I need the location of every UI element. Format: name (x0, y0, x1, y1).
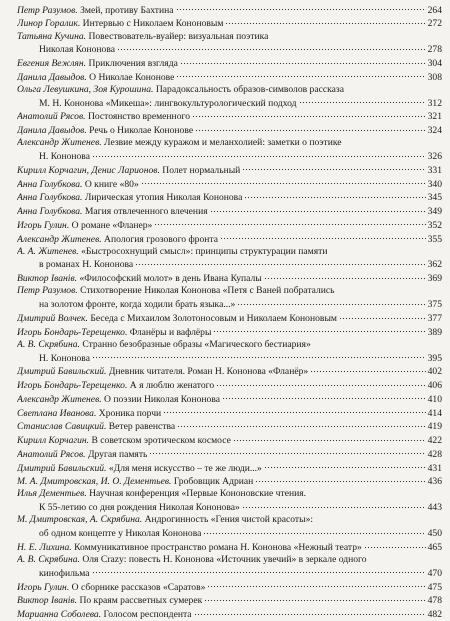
toc-leader-dots (299, 96, 426, 106)
toc-page-number: 345 (427, 192, 442, 204)
toc-author: Игорь Бондарь-Терещенко. (17, 380, 128, 392)
toc-entry-continuation-line (17, 298, 442, 312)
toc-title: «Философский молот» в день Ивана Купалы (79, 273, 262, 285)
toc-title: Стихотворение Николая Кононова «Петя с Ваней побратались (80, 285, 335, 297)
toc-title: Дневник читателя. Роман Н. Кононова «Фланёр» (108, 366, 309, 378)
toc-entry[interactable] (17, 311, 442, 325)
toc-entry-continuation-line (17, 566, 442, 580)
toc-entry-first-line (17, 137, 442, 149)
toc-leader-dots (207, 580, 425, 590)
toc-entry-continuation-line (17, 43, 442, 57)
toc-entry-text (17, 18, 223, 30)
toc-page-number: 428 (427, 448, 442, 460)
toc-title: Оля Crazy: повесть Н. Кононова «Источник увечий» в зеркале одного (82, 554, 367, 565)
toc-entry-text (17, 234, 218, 246)
toc-title: А я люблю женатого (129, 380, 215, 392)
toc-page-number: 478 (427, 595, 442, 607)
toc-entry[interactable] (17, 475, 442, 489)
toc-entry[interactable] (17, 325, 442, 339)
toc-page-number: 482 (427, 609, 442, 620)
toc-entry-first-line (17, 365, 442, 379)
toc-page-number: 352 (427, 219, 442, 231)
toc-title: Полет нормальный (162, 164, 241, 176)
toc-title: Интервью с Николаем Кононовым (82, 18, 224, 30)
toc-page-number: 436 (427, 476, 442, 488)
toc-author: Данила Давыдов. (17, 125, 87, 137)
toc-entry-text (17, 514, 313, 526)
toc-page-number: 443 (427, 502, 442, 514)
toc-entry[interactable] (17, 272, 442, 286)
toc-entry-text (17, 125, 193, 137)
toc-leader-dots (204, 594, 425, 604)
toc-entry-first-line (17, 311, 442, 325)
toc-entry[interactable] (17, 554, 442, 580)
toc-author: Станислав Савицкий. (17, 421, 107, 433)
toc-leader-dots (210, 204, 426, 214)
toc-title: О книге «80» (84, 178, 139, 190)
toc-entry-first-line (17, 580, 442, 594)
toc-leader-dots (92, 566, 426, 576)
table-of-contents (17, 3, 442, 621)
toc-entry-text (17, 476, 253, 488)
toc-entry[interactable] (17, 218, 442, 232)
toc-entry[interactable] (17, 31, 442, 57)
toc-title: Постоянство временного (87, 111, 190, 123)
toc-entry[interactable] (17, 378, 442, 392)
toc-entry-first-line (17, 325, 442, 339)
toc-entry-first-line (17, 406, 442, 420)
toc-page-number: 304 (427, 58, 442, 69)
toc-author: Александр Житенев. (17, 393, 102, 405)
toc-entry-text (17, 246, 327, 258)
toc-leader-dots (192, 110, 426, 120)
toc-entry-first-line (17, 191, 442, 205)
toc-entry[interactable] (17, 110, 442, 124)
toc-leader-dots (220, 232, 426, 242)
toc-page-number: 355 (427, 233, 442, 245)
toc-page-number: 369 (427, 273, 442, 285)
toc-page-number: 331 (427, 164, 442, 176)
toc-entry-continuation-line (17, 527, 442, 541)
toc-entry-text (17, 554, 367, 566)
toc-leader-dots (339, 311, 426, 321)
toc-leader-dots (242, 501, 426, 511)
toc-title-continuation: на золотом фронте, когда ходили брать языка...» (39, 299, 236, 311)
toc-entry[interactable] (17, 56, 442, 70)
toc-leader-dots (92, 351, 426, 361)
toc-entry-first-line (17, 433, 442, 447)
toc-entry-first-line (17, 488, 442, 500)
toc-author: Виктор Іванів. (17, 273, 78, 285)
toc-entry[interactable] (17, 70, 442, 84)
toc-entry-text (17, 394, 220, 406)
toc-title: Магия отвлеченного влечения (84, 206, 208, 218)
toc-entry-text (17, 220, 152, 232)
toc-entry-text (17, 5, 174, 17)
toc-page-number: 389 (427, 326, 442, 338)
toc-entry[interactable] (17, 124, 442, 138)
toc-entry[interactable] (17, 406, 442, 420)
toc-leader-dots (176, 3, 426, 13)
toc-entry[interactable] (17, 204, 442, 218)
toc-author: Анна Голубкова. (17, 192, 83, 204)
toc-leader-dots (177, 420, 426, 430)
toc-title-continuation: Николая Кононова (39, 44, 116, 56)
toc-leader-dots (216, 378, 425, 388)
toc-entry-text (17, 339, 311, 351)
toc-title: Хроника порчи (98, 407, 162, 419)
toc-page-number: 264 (427, 4, 442, 16)
toc-page-number: 431 (427, 462, 442, 474)
toc-entry-first-line (17, 447, 442, 461)
toc-page-number: 321 (427, 111, 442, 123)
toc-entry-first-line (17, 514, 442, 526)
toc-title: Лезвие между куражом и меланхолией: заметки о поэтике (104, 137, 342, 149)
toc-author: Игорь Гулин. (17, 219, 70, 231)
toc-entry-text (17, 595, 202, 607)
toc-author: Данила Давыдов. (17, 71, 87, 83)
toc-author: Анатолий Рясов. (17, 448, 86, 460)
toc-author: Петр Разумов. (17, 4, 78, 16)
toc-author: Виктор Іванів. (17, 595, 78, 607)
toc-entry-text (17, 165, 240, 177)
toc-entry[interactable] (17, 163, 442, 177)
toc-title: Голосом респондента (103, 609, 192, 620)
toc-entry[interactable] (17, 339, 442, 365)
toc-title: Апология грозового фронта (104, 233, 218, 245)
toc-entry-first-line (17, 475, 442, 489)
toc-entry-text (17, 192, 242, 204)
toc-entry[interactable] (17, 232, 442, 246)
toc-page-number: 349 (427, 206, 442, 218)
toc-title: «Быстросохнущий смысл»: принципы структурации памяти (81, 245, 328, 257)
toc-entry-continuation-line (17, 351, 442, 365)
toc-author: Илья Дементьев. (17, 488, 87, 500)
toc-entry[interactable] (17, 461, 442, 475)
toc-entry-first-line (17, 540, 442, 554)
toc-entry-text (17, 285, 335, 297)
toc-entry-text (17, 609, 192, 621)
toc-entry-text (17, 137, 342, 149)
toc-entry-first-line (17, 420, 442, 434)
toc-entry-text (17, 408, 161, 420)
toc-title-continuation: М. Н. Кононова «Микеша»: лингвокультурологический подход (39, 97, 297, 109)
toc-entry-text (17, 31, 268, 43)
toc-leader-dots (233, 433, 426, 443)
toc-entry[interactable] (17, 177, 442, 191)
toc-entry-text (17, 327, 211, 339)
toc-entry-text (17, 206, 208, 218)
toc-page-number: 470 (427, 567, 442, 579)
toc-entry[interactable] (17, 285, 442, 311)
toc-leader-dots (195, 124, 426, 134)
toc-page-number: 362 (427, 259, 442, 271)
toc-author: М. Дмитровская, А. Скрябина. (17, 514, 143, 526)
toc-page-number: 272 (427, 18, 442, 30)
toc-leader-dots (222, 392, 426, 402)
toc-entry-first-line (17, 554, 442, 566)
toc-title: Речь о Николае Кононове (89, 125, 194, 137)
toc-author: Дмитрий Бавильский. (17, 462, 107, 474)
toc-author: М. А. Дмитровская, И. О. Дементьев. (17, 476, 172, 488)
toc-title: О романе «Фланер» (71, 219, 153, 231)
toc-author: Анатолий Рясов. (17, 111, 86, 123)
toc-author: Кирилл Корчагин, Денис Ларионов. (17, 164, 160, 176)
toc-title: Фланёры и вафлёры (129, 326, 212, 338)
toc-entry-continuation-line (17, 258, 442, 272)
toc-page-number: 324 (427, 125, 442, 137)
toc-title: Лирическая утопия Николая Кононова (84, 192, 243, 204)
toc-leader-dots (176, 70, 425, 80)
toc-entry-first-line (17, 378, 442, 392)
toc-entry-first-line (17, 246, 442, 258)
toc-leader-dots (163, 406, 425, 416)
toc-leader-dots (141, 177, 426, 187)
toc-entry-text (17, 449, 147, 461)
toc-author: Игорь Гулин. (17, 581, 70, 593)
toc-title: Гробовщик Адриан (173, 476, 254, 488)
toc-leader-dots (180, 56, 426, 66)
toc-entry-text (17, 380, 214, 392)
toc-title: Другая память (87, 448, 148, 460)
toc-entry[interactable] (17, 84, 442, 110)
toc-page-number: 465 (427, 541, 442, 553)
toc-entry-first-line (17, 594, 442, 608)
toc-leader-dots (225, 17, 425, 27)
toc-author: Анна Голубкова. (17, 178, 83, 190)
toc-entry[interactable] (17, 191, 442, 205)
toc-entry-first-line (17, 392, 442, 406)
toc-entry-text (17, 273, 262, 285)
toc-title: В советском эротическом космосе (91, 435, 231, 447)
toc-page-number: 406 (427, 380, 442, 392)
toc-entry[interactable] (17, 137, 442, 163)
toc-entry-text (17, 488, 306, 500)
toc-title: Странно безобразные образы «Магического бестиария» (82, 338, 311, 350)
toc-leader-dots (255, 475, 425, 485)
toc-title-continuation: К 55-летию со дня рождения Николая Кононова» (39, 502, 240, 514)
toc-leader-dots (264, 272, 426, 282)
toc-author: Ольга Левушкина, Зоя Курошина. (17, 83, 154, 95)
toc-author: Светлана Иванова. (17, 407, 97, 419)
toc-title: Ветер равенства (108, 421, 176, 433)
toc-author: Анна Голубкова. (17, 206, 83, 218)
toc-entry[interactable] (17, 392, 442, 406)
toc-entry-first-line (17, 204, 442, 218)
toc-author: Петр Разумов. (17, 285, 78, 297)
toc-author: Дмитрий Бавильский. (17, 366, 107, 378)
toc-page-number: 308 (427, 71, 442, 83)
toc-entry-text (17, 366, 308, 378)
toc-leader-dots (237, 298, 425, 308)
toc-page-number: 312 (427, 97, 442, 109)
toc-author: Линор Горалик. (17, 18, 81, 30)
toc-leader-dots (135, 258, 425, 268)
toc-title: Повествователь-вуайер: визуальная поэтика (88, 30, 269, 42)
toc-entry-first-line (17, 461, 442, 475)
toc-entry-first-line (17, 124, 442, 138)
toc-leader-dots (244, 191, 425, 201)
toc-entry[interactable] (17, 540, 442, 554)
toc-author: Игорь Бондарь-Терещенко. (17, 326, 128, 338)
toc-entry-text (17, 72, 174, 84)
toc-author: Александр Житенев. (17, 233, 102, 245)
toc-page-number: 375 (427, 299, 442, 311)
toc-author: Александр Житенев. (17, 137, 102, 149)
toc-entry[interactable] (17, 488, 442, 514)
toc-entry[interactable] (17, 580, 442, 594)
toc-entry-text (17, 111, 190, 123)
toc-author: А. В. Скрябина. (17, 338, 80, 350)
toc-page-number: 475 (427, 581, 442, 593)
toc-entry-continuation-line (17, 149, 442, 163)
toc-title: По краям рассветных сумерек (79, 595, 203, 607)
toc-title: Андрогинность «Гения чистой красоты»: (144, 514, 314, 526)
toc-author: Марианна Соболева. (17, 609, 102, 620)
toc-entry-first-line (17, 70, 442, 84)
toc-entry-text (17, 84, 344, 96)
toc-leader-dots (364, 540, 426, 550)
toc-title: Научная конференция «Первые Кононовские чтения. (89, 488, 307, 500)
toc-entry-text (17, 463, 262, 475)
toc-page-number: 410 (427, 393, 442, 405)
toc-entry-continuation-line (17, 96, 442, 110)
toc-author: А. В. Скрябина. (17, 554, 80, 565)
toc-page-number: 419 (427, 421, 442, 433)
toc-entry-text (17, 421, 175, 433)
toc-entry-first-line (17, 3, 442, 17)
toc-page-number: 326 (427, 151, 442, 163)
toc-page-number: 340 (427, 178, 442, 190)
toc-title-continuation: Н. Кононова (39, 151, 90, 163)
toc-entry-text (17, 313, 337, 325)
toc-leader-dots (213, 325, 425, 335)
toc-author: Н. Е. Лихина. (17, 541, 72, 553)
toc-entry-first-line (17, 17, 442, 31)
toc-page-number: 278 (427, 44, 442, 56)
toc-leader-dots (149, 447, 425, 457)
toc-entry[interactable] (17, 3, 442, 17)
toc-entry[interactable] (17, 594, 442, 608)
toc-entry[interactable] (17, 17, 442, 31)
toc-title-continuation: кинофильма (39, 567, 90, 579)
toc-leader-dots (310, 365, 425, 375)
toc-title: «Для меня искусство – те же люди...» (108, 462, 262, 474)
toc-entry[interactable] (17, 365, 442, 379)
toc-entry-first-line (17, 56, 442, 70)
toc-entry[interactable] (17, 514, 442, 540)
toc-title: О Николае Кононове (89, 71, 175, 83)
toc-author: Дмитрий Волчек. (17, 312, 88, 324)
toc-leader-dots (203, 527, 425, 537)
toc-title: Змей, противу Бахтина (80, 4, 174, 16)
toc-entry-first-line (17, 285, 442, 297)
toc-leader-dots (242, 163, 425, 173)
toc-leader-dots (154, 218, 425, 228)
toc-title: О поэзии Николая Кононова (104, 393, 221, 405)
toc-entry[interactable] (17, 420, 442, 434)
toc-leader-dots (117, 43, 426, 53)
toc-leader-dots (194, 607, 426, 617)
toc-author: Татьяна Кучина. (17, 30, 87, 42)
toc-title: О сборнике рассказов «Саратов» (71, 581, 206, 593)
toc-entry-first-line (17, 272, 442, 286)
toc-page-number: 377 (427, 312, 442, 324)
toc-title: Беседа с Михаилом Золотоносовым и Николаем Кононовым (90, 312, 337, 324)
toc-entry-text (17, 542, 362, 554)
toc-entry-first-line (17, 232, 442, 246)
toc-page-number: 414 (427, 407, 442, 419)
toc-page-number: 402 (427, 366, 442, 378)
toc-title-continuation: Н. Кононова (39, 352, 90, 364)
toc-leader-dots (92, 149, 426, 159)
toc-title: Коммуникативное пространство романа Н. Кононова «Нежный театр» (74, 541, 362, 553)
toc-entry-text (17, 179, 139, 191)
toc-title-continuation: в романах Н. Кононова (39, 259, 134, 271)
toc-author: А. А. Житенев. (17, 245, 79, 257)
toc-entry-first-line (17, 339, 442, 351)
toc-entry-first-line (17, 218, 442, 232)
toc-entry-text (17, 435, 231, 447)
toc-page-number: 450 (427, 528, 442, 540)
toc-entry-text (17, 582, 205, 594)
toc-entry[interactable] (17, 246, 442, 272)
toc-entry[interactable] (17, 433, 442, 447)
toc-leader-dots (264, 461, 426, 471)
toc-author: Евгения Вежлян. (17, 58, 87, 69)
toc-page-number: 395 (427, 352, 442, 364)
toc-entry-first-line (17, 177, 442, 191)
toc-title: Парадоксальность образов-символов рассказа (155, 83, 344, 95)
toc-entry-first-line (17, 84, 442, 96)
toc-page-number: 422 (427, 435, 442, 447)
toc-entry-first-line (17, 163, 442, 177)
toc-entry-first-line (17, 110, 442, 124)
toc-entry-first-line (17, 31, 442, 43)
toc-entry-text (17, 58, 178, 70)
toc-entry[interactable] (17, 447, 442, 461)
toc-title: Приключения взгляда (88, 58, 178, 69)
toc-title-continuation: об одном концепте у Николая Кононова (39, 528, 202, 540)
toc-entry-continuation-line (17, 501, 442, 515)
toc-author: Кирилл Корчагин. (17, 435, 90, 447)
